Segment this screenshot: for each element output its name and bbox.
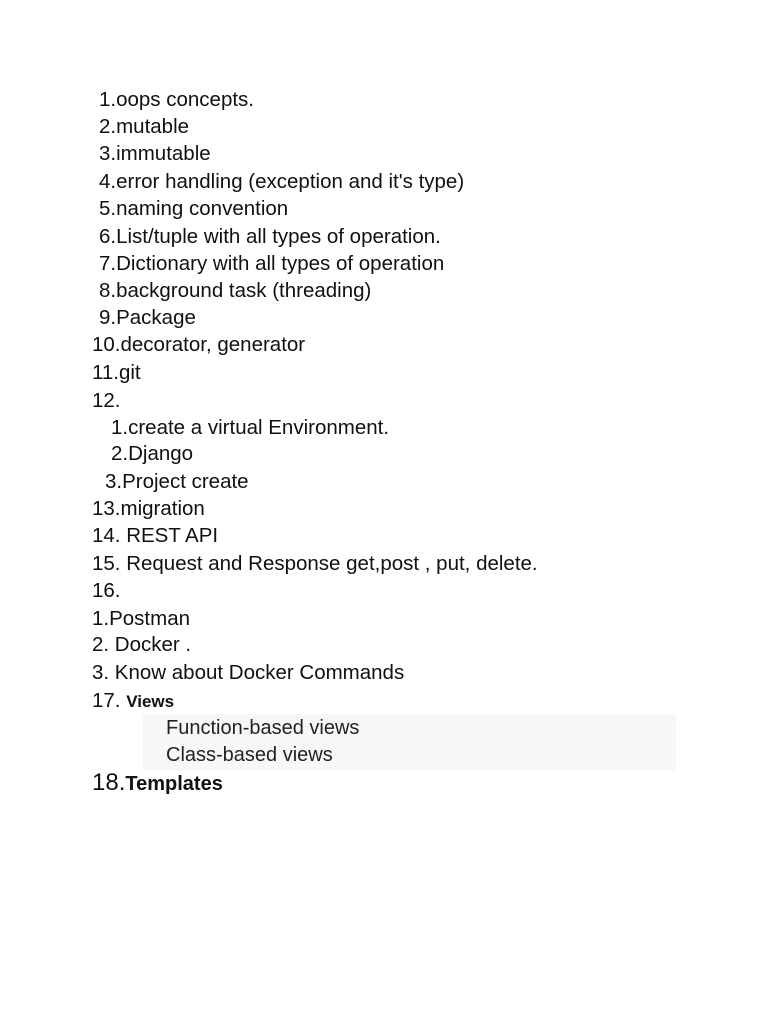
list-item: 3.immutable — [99, 142, 211, 165]
list-item: 11.git — [92, 361, 141, 384]
templates-item — [92, 771, 223, 796]
list-subitem: 1.create a virtual Environment. — [111, 416, 390, 439]
list-item: 8.background task (threading) — [99, 279, 372, 302]
views-title: Views — [126, 692, 175, 711]
templates-number: 18. — [92, 769, 126, 796]
list-subitem: 3.Project create — [105, 470, 249, 493]
views-subitem: Class-based views — [166, 744, 333, 766]
list-item: 15. Request and Response get,post , put, delete. — [92, 552, 538, 575]
list-subitem: 2. Docker . — [92, 633, 192, 656]
list-item: 12. — [92, 389, 121, 412]
list-subitem: 3. Know about Docker Commands — [92, 661, 405, 684]
views-number: 17. — [92, 689, 127, 712]
list-item: 9.Package — [99, 306, 196, 329]
list-item: 10.decorator, generator — [92, 333, 306, 356]
list-item: 4.error handling (exception and it's type) — [99, 170, 465, 193]
list-item: 2.mutable — [99, 115, 190, 138]
list-item: 1.oops concepts. — [99, 88, 254, 111]
list-item: 16. — [92, 579, 121, 602]
list-subitem: 1.Postman — [92, 607, 190, 630]
list-item: 6.List/tuple with all types of operation. — [99, 225, 441, 248]
views-subitem: Function-based views — [166, 717, 360, 739]
list-item: 5.naming convention — [99, 197, 289, 220]
views-item — [92, 689, 174, 714]
templates-title: Templates — [125, 773, 223, 795]
list-subitem: 2.Django — [111, 442, 194, 465]
list-item: 13.migration — [92, 497, 205, 520]
list-item: 7.Dictionary with all types of operation — [99, 252, 445, 275]
list-item: 14. REST API — [92, 524, 219, 547]
